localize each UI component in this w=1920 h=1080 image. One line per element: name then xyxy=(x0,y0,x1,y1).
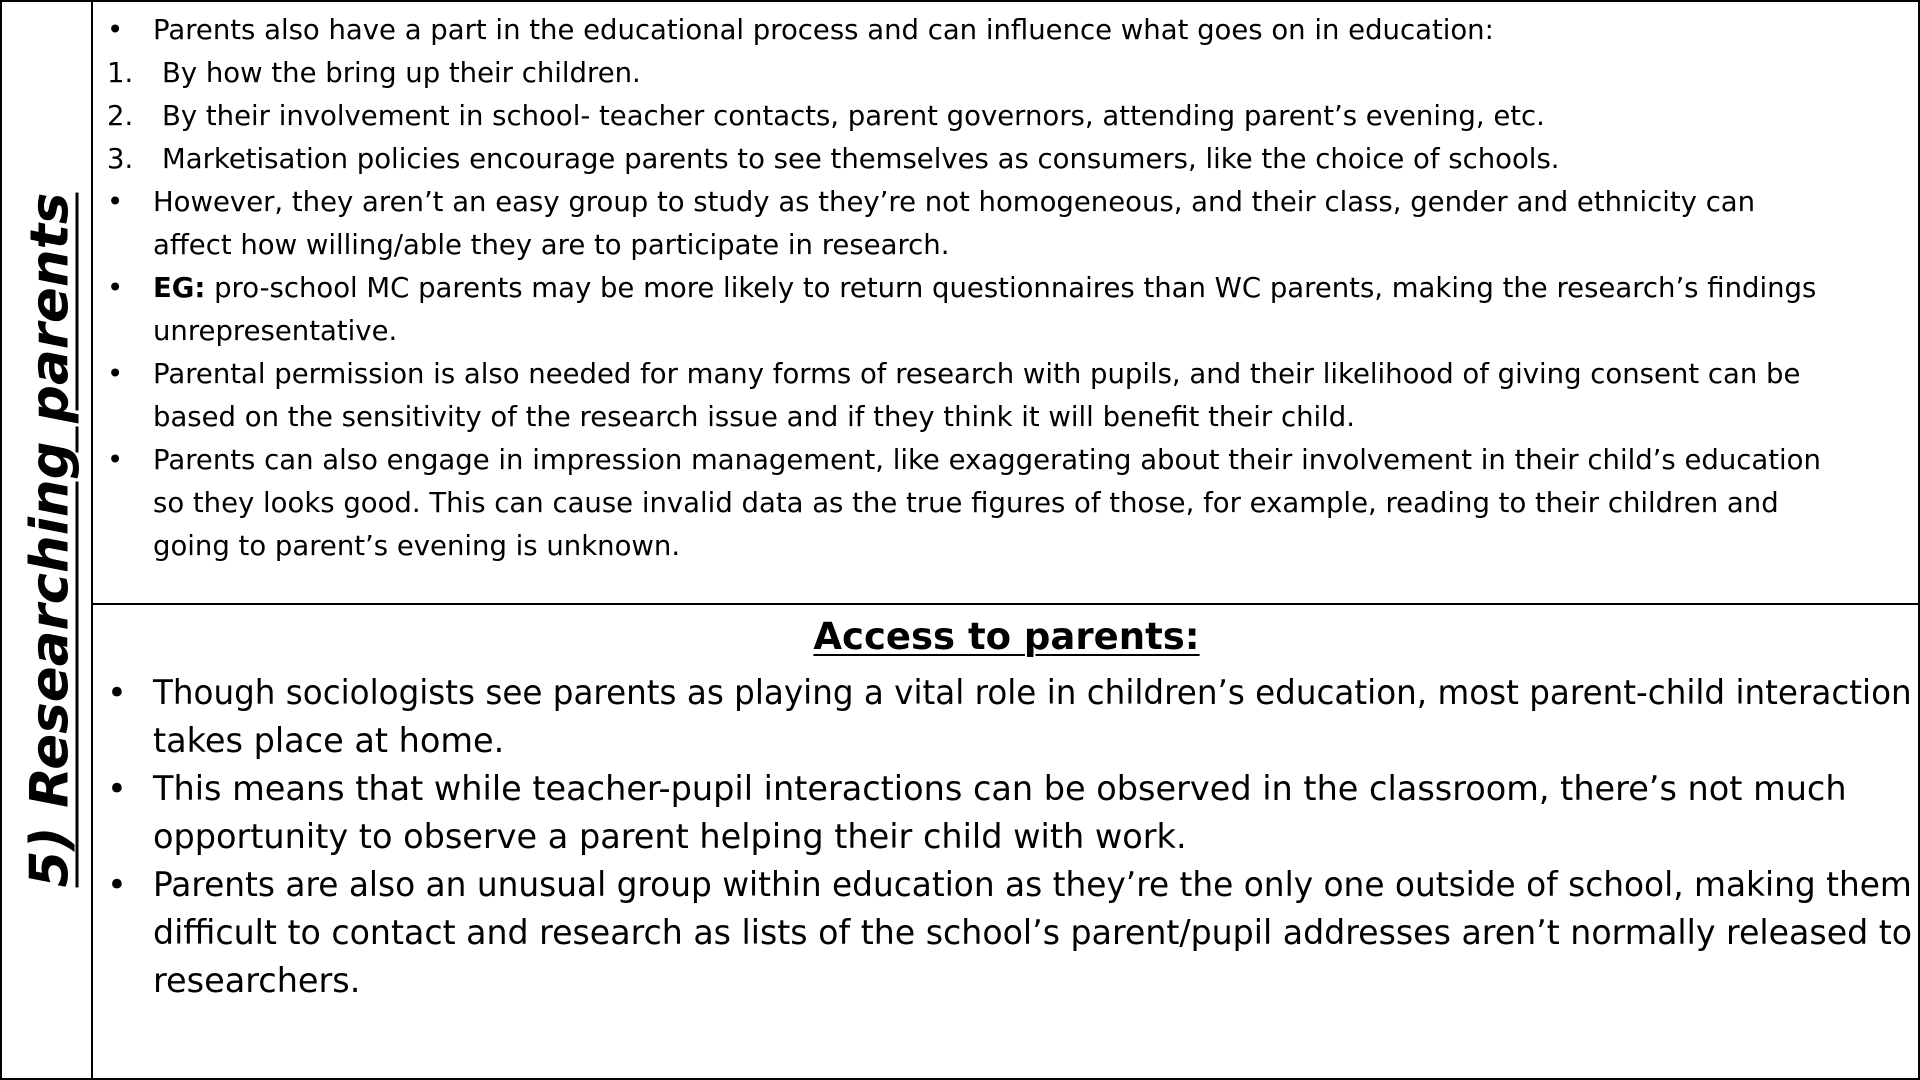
bullet-marker: • xyxy=(107,444,124,476)
section-heading: Access to parents: xyxy=(813,615,1200,658)
example-label: EG: xyxy=(153,272,206,304)
bullet-line: Though sociologists see parents as playing a vital role in children’s education, most parent-child interaction xyxy=(153,673,1912,712)
bullet-line: unrepresentative. xyxy=(153,315,398,347)
bullet-line: opportunity to observe a parent helping their child with work. xyxy=(153,817,1187,856)
bullet-text: Parents also have a part in the educational process and can influence what goes on in education: xyxy=(153,14,1494,46)
bullet-line: takes place at home. xyxy=(153,721,505,760)
number-marker: 2. xyxy=(107,100,134,132)
bottom-section xyxy=(93,605,1920,1078)
bullet-line: affect how willing/able they are to participate in research. xyxy=(153,229,950,261)
bullet-line: Parents can also engage in impression management, like exaggerating about their involvement in their child’s education xyxy=(153,444,1821,476)
number-marker: 1. xyxy=(107,57,134,89)
numbered-text: By how the bring up their children. xyxy=(162,57,641,89)
bullet-line: However, they aren’t an easy group to study as they’re not homogeneous, and their class, gender and ethnicity can xyxy=(153,186,1756,218)
bullet-line: Parents are also an unusual group within education as they’re the only one outside of school, making them xyxy=(153,865,1912,904)
bullet-line: based on the sensitivity of the research issue and if they think it will benefit their child. xyxy=(153,401,1355,433)
bullet-line: so they looks good. This can cause invalid data as the true figures of those, for example, reading to their children and xyxy=(153,487,1779,519)
side-title: 5) Researching parents xyxy=(19,192,81,888)
numbered-text: Marketisation policies encourage parents to see themselves as consumers, like the choice of schools. xyxy=(162,143,1560,175)
bullet-marker: • xyxy=(107,14,124,46)
bullet-marker: • xyxy=(107,769,127,808)
bullet-marker: • xyxy=(107,358,124,390)
bullet-marker: • xyxy=(107,272,124,304)
bullet-marker: • xyxy=(107,865,127,904)
bullet-line xyxy=(153,267,1816,310)
bullet-line: difficult to contact and research as lists of the school’s parent/pupil addresses aren’t normally released to xyxy=(153,913,1913,952)
bullet-line: This means that while teacher-pupil interactions can be observed in the classroom, there’s not much xyxy=(153,769,1847,808)
bullet-marker: • xyxy=(107,673,127,712)
side-title-panel xyxy=(2,2,93,1078)
top-section xyxy=(93,2,1920,605)
number-marker: 3. xyxy=(107,143,134,175)
bullet-line: researchers. xyxy=(153,961,361,1000)
bullet-marker: • xyxy=(107,186,124,218)
bullet-line: Parental permission is also needed for many forms of research with pupils, and their likelihood of giving consent can be xyxy=(153,358,1801,390)
numbered-text: By their involvement in school- teacher contacts, parent governors, attending parent’s evening, etc. xyxy=(162,100,1545,132)
bullet-line: going to parent’s evening is unknown. xyxy=(153,530,681,562)
bullet-line-text: pro-school MC parents may be more likely to return questionnaires than WC parents, making the research’s findings xyxy=(205,272,1817,304)
